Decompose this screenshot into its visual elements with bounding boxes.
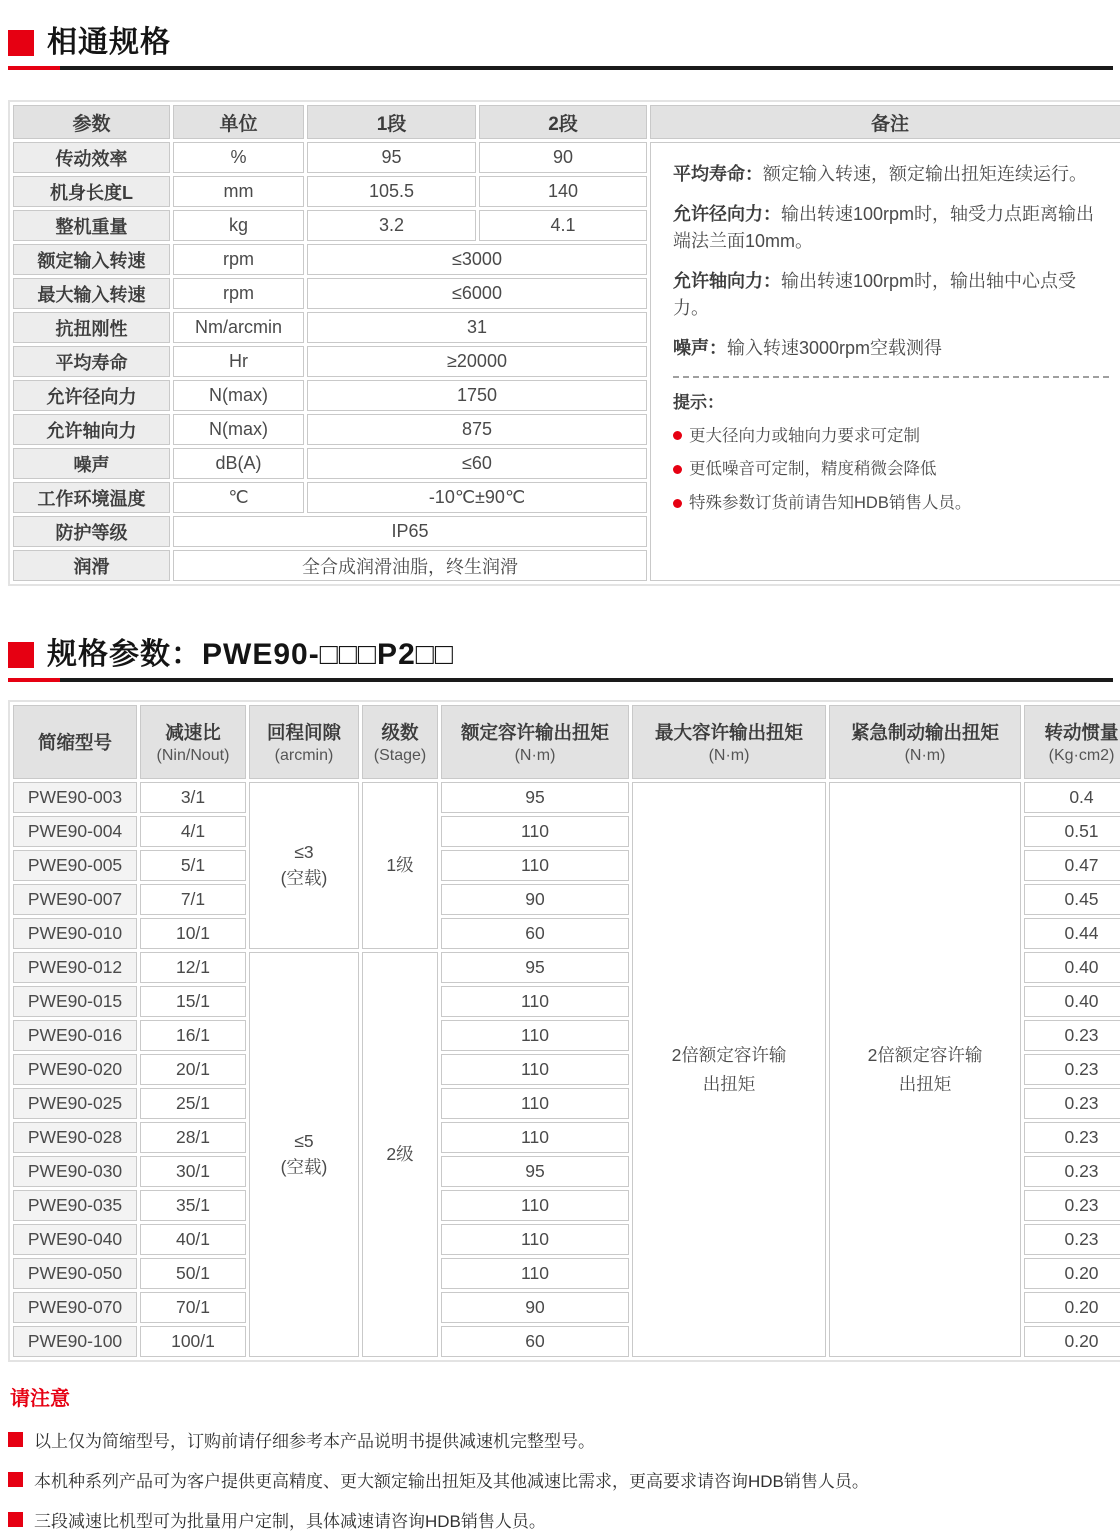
merged-stage-value: ≤60 (307, 448, 647, 479)
section-model-params-title (8, 638, 1113, 682)
unit-value: rpm (173, 244, 304, 275)
brake-torque-text: 2倍额定容许输出扭矩 (867, 1044, 983, 1094)
inertia-value: 0.23 (1024, 1224, 1120, 1255)
ratio-value: 70/1 (140, 1292, 246, 1323)
ratio-value: 30/1 (140, 1156, 246, 1187)
ratio-value: 100/1 (140, 1326, 246, 1357)
ratio-value: 28/1 (140, 1122, 246, 1153)
header-stage: 级数 (Stage) (362, 705, 438, 779)
unit-value: Nm/arcmin (173, 312, 304, 343)
inertia-value: 0.4 (1024, 782, 1120, 813)
red-square-icon (8, 1432, 23, 1447)
unit-value: % (173, 142, 304, 173)
bullet-dot-icon (673, 431, 682, 440)
ratio-value: 10/1 (140, 918, 246, 949)
max-torque-text: 2倍额定容许输出扭矩 (671, 1044, 787, 1094)
common-spec-header-row (13, 105, 1120, 139)
merged-stage-value: 31 (307, 312, 647, 343)
spec-row (13, 142, 1120, 173)
inertia-value: 0.23 (1024, 1054, 1120, 1085)
unit-value: N(max) (173, 414, 304, 445)
header-remarks: 备注 (650, 105, 1120, 139)
model-number: PWE90-004 (13, 816, 137, 847)
param-label: 允许径向力 (13, 380, 170, 411)
model-param-table-body (13, 782, 1120, 1357)
rated-torque-value: 110 (441, 850, 629, 881)
ratio-value: 15/1 (140, 986, 246, 1017)
rated-torque-value: 110 (441, 1088, 629, 1119)
stage1-value: 105.5 (307, 176, 476, 207)
remark-paragraph: 噪声：输入转速3000rpm空载测得 (673, 338, 943, 358)
title-underline (8, 678, 1113, 682)
header-model: 简缩型号 (13, 705, 137, 779)
rated-torque-value: 95 (441, 1156, 629, 1187)
inertia-value: 0.40 (1024, 952, 1120, 983)
remark-lead: 噪声： (673, 338, 727, 358)
title-underline (8, 66, 1113, 70)
param-label: 润滑 (13, 550, 170, 581)
remark-lead: 平均寿命： (673, 164, 763, 184)
unit-value: Hr (173, 346, 304, 377)
merged-stage-value: 1750 (307, 380, 647, 411)
model-param-table (8, 700, 1120, 1362)
model-number: PWE90-040 (13, 1224, 137, 1255)
ratio-value: 50/1 (140, 1258, 246, 1289)
merged-stage-value: ≤3000 (307, 244, 647, 275)
bullet-dot-icon (673, 465, 682, 474)
tip-text: 特殊参数订货前请告知HDB销售人员。 (689, 494, 972, 512)
full-span-value: IP65 (173, 516, 647, 547)
backlash-note: (空载) (280, 867, 328, 888)
model-number: PWE90-016 (13, 1020, 137, 1051)
model-number: PWE90-020 (13, 1054, 137, 1085)
ratio-value: 25/1 (140, 1088, 246, 1119)
model-number: PWE90-100 (13, 1326, 137, 1357)
inertia-value: 0.44 (1024, 918, 1120, 949)
brake-torque-merged (829, 782, 1021, 1357)
param-label: 传动效率 (13, 142, 170, 173)
ratio-value: 12/1 (140, 952, 246, 983)
param-label: 最大输入转速 (13, 278, 170, 309)
unit-value: kg (173, 210, 304, 241)
header-brake-torque: 紧急制动输出扭矩 (N·m) (829, 705, 1021, 779)
unit-value: N(max) (173, 380, 304, 411)
header-max-torque: 最大容许输出扭矩 (N·m) (632, 705, 826, 779)
notice-item (8, 1507, 1113, 1532)
backlash-number: ≤5 (294, 1131, 314, 1152)
tip-text: 更大径向力或轴向力要求可定制 (689, 426, 920, 445)
tip-item (673, 424, 1109, 449)
header-param: 参数 (13, 105, 170, 139)
model-number: PWE90-025 (13, 1088, 137, 1119)
rated-torque-value: 110 (441, 986, 629, 1017)
ratio-value: 7/1 (140, 884, 246, 915)
ratio-value: 35/1 (140, 1190, 246, 1221)
remark-paragraph: 平均寿命：额定输入转速，额定输出扭矩连续运行。 (673, 164, 1087, 184)
param-label: 额定输入转速 (13, 244, 170, 275)
common-spec-table (8, 100, 1120, 586)
stage2-value: 4.1 (479, 210, 647, 241)
model-number: PWE90-003 (13, 782, 137, 813)
rated-torque-value: 110 (441, 1020, 629, 1051)
red-square-icon (8, 642, 34, 668)
stage-value: 2级 (362, 952, 438, 1357)
ratio-value: 16/1 (140, 1020, 246, 1051)
param-label: 机身长度L (13, 176, 170, 207)
param-label: 允许轴向力 (13, 414, 170, 445)
inertia-value: 0.20 (1024, 1292, 1120, 1323)
model-number: PWE90-007 (13, 884, 137, 915)
dashed-divider (673, 376, 1109, 378)
param-label: 整机重量 (13, 210, 170, 241)
remarks-panel (650, 142, 1120, 581)
rated-torque-value: 60 (441, 1326, 629, 1357)
ratio-value: 40/1 (140, 1224, 246, 1255)
model-number: PWE90-030 (13, 1156, 137, 1187)
inertia-value: 0.40 (1024, 986, 1120, 1017)
rated-torque-value: 110 (441, 1054, 629, 1085)
tip-item (673, 457, 1109, 482)
param-label: 平均寿命 (13, 346, 170, 377)
backlash-value (249, 782, 359, 949)
merged-stage-value: -10℃±90℃ (307, 482, 647, 513)
inertia-value: 0.20 (1024, 1326, 1120, 1357)
param-label: 防护等级 (13, 516, 170, 547)
model-number: PWE90-005 (13, 850, 137, 881)
notice-text: 本机种系列产品可为客户提供更高精度、更大额定输出扭矩及其他减速比需求，更高要求请咨询HDB销售人员。 (34, 1472, 869, 1491)
tip-item (673, 491, 1109, 516)
notice-list (8, 1427, 1113, 1532)
inertia-value: 0.23 (1024, 1122, 1120, 1153)
param-label: 噪声 (13, 448, 170, 479)
notice-text: 三段减速比机型可为批量用户定制，具体减速请咨询HDB销售人员。 (34, 1512, 546, 1531)
ratio-value: 3/1 (140, 782, 246, 813)
param-label: 抗扭刚性 (13, 312, 170, 343)
inertia-value: 0.51 (1024, 816, 1120, 847)
rated-torque-value: 110 (441, 816, 629, 847)
stage2-value: 90 (479, 142, 647, 173)
inertia-value: 0.23 (1024, 1156, 1120, 1187)
rated-torque-value: 90 (441, 884, 629, 915)
inertia-value: 0.45 (1024, 884, 1120, 915)
merged-stage-value: ≥20000 (307, 346, 647, 377)
section1-title: 相通规格 (47, 26, 171, 59)
bullet-dot-icon (673, 499, 682, 508)
rated-torque-value: 60 (441, 918, 629, 949)
backlash-value (249, 952, 359, 1357)
ratio-value: 5/1 (140, 850, 246, 881)
inertia-value: 0.23 (1024, 1088, 1120, 1119)
stage1-value: 3.2 (307, 210, 476, 241)
section2-title: 规格参数：PWE90-□□□P2□□ (47, 638, 454, 671)
remark-paragraph: 允许径向力：输出转速100rpm时，轴受力点距离输出端法兰面10mm。 (673, 204, 1095, 251)
rated-torque-value: 90 (441, 1292, 629, 1323)
backlash-note: (空载) (280, 1156, 328, 1177)
unit-value: dB(A) (173, 448, 304, 479)
model-number: PWE90-015 (13, 986, 137, 1017)
header-inertia: 转动惯量 (Kg·cm2) (1024, 705, 1120, 779)
model-number: PWE90-012 (13, 952, 137, 983)
model-row (13, 782, 1120, 813)
inertia-value: 0.23 (1024, 1020, 1120, 1051)
remark-lead: 允许径向力： (673, 204, 781, 224)
model-number: PWE90-050 (13, 1258, 137, 1289)
ratio-value: 4/1 (140, 816, 246, 847)
header-backlash: 回程间隙 (arcmin) (249, 705, 359, 779)
remark-lead: 允许轴向力： (673, 271, 781, 291)
stage2-value: 140 (479, 176, 647, 207)
ratio-value: 20/1 (140, 1054, 246, 1085)
header-stage1: 1段 (307, 105, 476, 139)
unit-value: mm (173, 176, 304, 207)
full-span-value: 全合成润滑油脂，终生润滑 (173, 550, 647, 581)
model-param-header-row (13, 705, 1120, 779)
tips-title: 提示： (673, 393, 724, 412)
backlash-number: ≤3 (294, 842, 314, 863)
footer-notes (8, 1382, 1113, 1532)
unit-value: rpm (173, 278, 304, 309)
header-unit: 单位 (173, 105, 304, 139)
merged-stage-value: ≤6000 (307, 278, 647, 309)
model-number: PWE90-010 (13, 918, 137, 949)
rated-torque-value: 110 (441, 1258, 629, 1289)
model-number: PWE90-070 (13, 1292, 137, 1323)
notice-text: 以上仅为简缩型号，订购前请仔细参考本产品说明书提供减速机完整型号。 (34, 1432, 595, 1451)
model-number: PWE90-028 (13, 1122, 137, 1153)
remark-paragraph: 允许轴向力：输出转速100rpm时，输出轴中心点受力。 (673, 271, 1077, 318)
param-label: 工作环境温度 (13, 482, 170, 513)
notice-title: 请注意 (10, 1388, 70, 1410)
stage-value: 1级 (362, 782, 438, 949)
red-square-icon (8, 1512, 23, 1527)
red-square-icon (8, 30, 34, 56)
stage1-value: 95 (307, 142, 476, 173)
tip-text: 更低噪音可定制，精度稍微会降低 (689, 460, 937, 479)
rated-torque-value: 110 (441, 1224, 629, 1255)
header-rated-torque: 额定容许输出扭矩 (N·m) (441, 705, 629, 779)
header-ratio: 减速比 (Nin/Nout) (140, 705, 246, 779)
inertia-value: 0.23 (1024, 1190, 1120, 1221)
model-number: PWE90-035 (13, 1190, 137, 1221)
inertia-value: 0.47 (1024, 850, 1120, 881)
notice-item (8, 1467, 1113, 1492)
red-square-icon (8, 1472, 23, 1487)
max-torque-merged (632, 782, 826, 1357)
rated-torque-value: 110 (441, 1190, 629, 1221)
unit-value: ℃ (173, 482, 304, 513)
inertia-value: 0.20 (1024, 1258, 1120, 1289)
notice-item (8, 1427, 1113, 1452)
rated-torque-value: 95 (441, 952, 629, 983)
header-stage2: 2段 (479, 105, 647, 139)
rated-torque-value: 95 (441, 782, 629, 813)
merged-stage-value: 875 (307, 414, 647, 445)
common-spec-table-body (13, 142, 1120, 581)
rated-torque-value: 110 (441, 1122, 629, 1153)
section-common-specs-title (8, 26, 1113, 70)
